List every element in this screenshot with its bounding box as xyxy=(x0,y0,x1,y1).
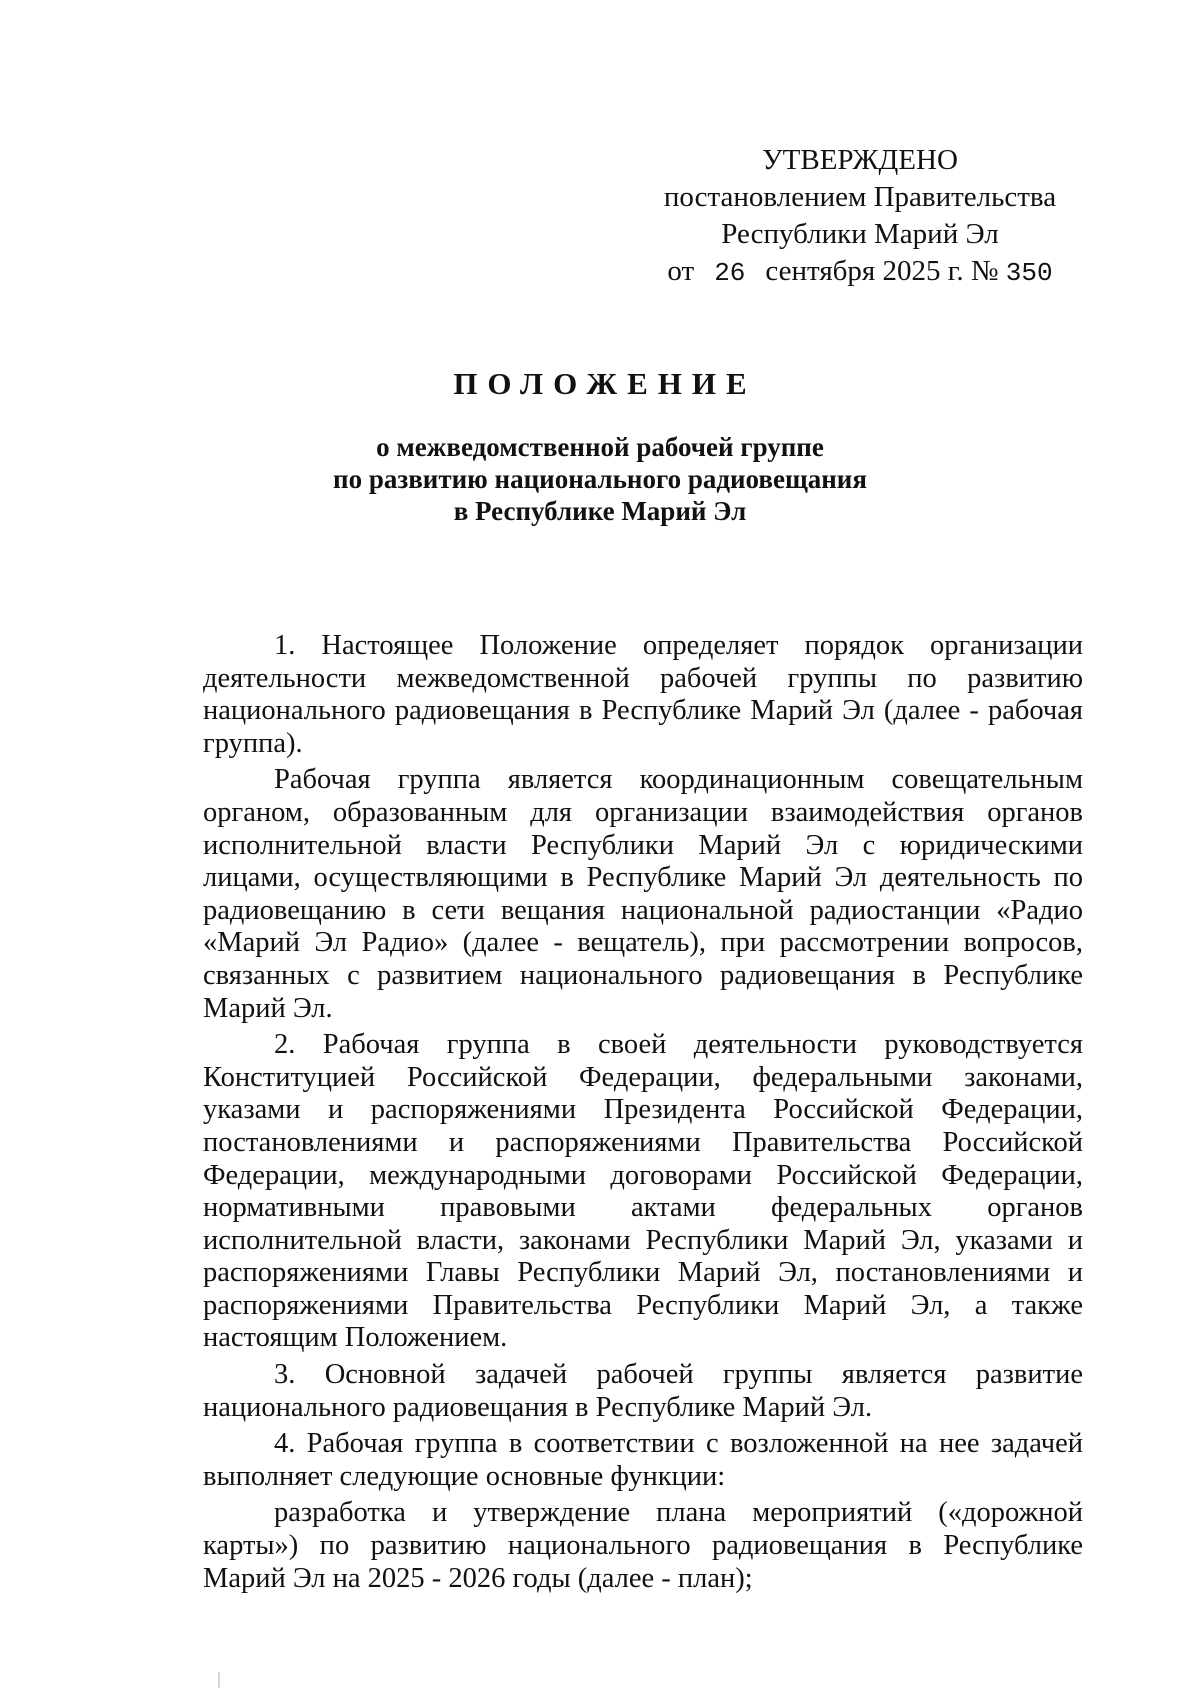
document-body xyxy=(203,630,1083,1599)
decree-month-year: сентября 2025 г. № xyxy=(765,255,999,287)
decree-number: 350 xyxy=(1005,258,1053,288)
subtitle-line-3: в Республике Марий Эл xyxy=(453,496,747,526)
subtitle-line-2: по развитию национального радиовещания xyxy=(333,464,867,494)
approved-republic: Республики Марий Эл xyxy=(721,218,999,250)
paragraph-4-function-1: разработка и утверждение плана мероприятий («дорожной карты») по развитию национального радиовещания в Республике Марий Эл на 2025 - 2026 годы (далее - план); xyxy=(203,1497,1083,1594)
approved-label: УТВЕРЖДЕНО xyxy=(762,144,958,176)
paragraph-3: 3. Основной задачей рабочей группы является развитие национального радиовещания в Республике Марий Эл. xyxy=(203,1359,1083,1423)
document-title: ПОЛОЖЕНИЕ xyxy=(453,366,757,401)
paragraph-2: 2. Рабочая группа в своей деятельности руководствуется Конституцией Российской Федерации, федеральными законами, указами и распоряжениями Президента Российской Федерации, постановлениями и распоряжениями Правительства Российской Федерации, международными договорами Российской Федерации, нормативными правовыми актами федеральных органов исполнительной власти, законами Республики Марий Эл, указами и распоряжениями Главы Республики Марий Эл, постановлениями и распоряжениями Правительства Республики Марий Эл, а также настоящим Положением. xyxy=(203,1029,1083,1354)
approval-date-line xyxy=(600,253,1120,292)
approval-stamp xyxy=(600,142,1120,292)
paragraph-1: 1. Настоящее Положение определяет порядок организации деятельности межведомственной рабочей группы по развитию национального радиовещания в Республике Марий Эл (далее - рабочая группа). xyxy=(203,630,1083,759)
paragraph-4: 4. Рабочая группа в соответствии с возложенной на нее задачей выполняет следующие основные функции: xyxy=(203,1428,1083,1492)
date-prefix: от xyxy=(667,255,695,287)
paragraph-1-continued: Рабочая группа является координационным совещательным органом, образованным для организации взаимодействия органов исполнительной власти Республики Марий Эл с юридическими лицами, осуществляющими в Республике Марий Эл деятельность по радиовещанию в сети вещания национальной радиостанции «Радио «Марий Эл Радио» (далее - вещатель), при рассмотрении вопросов, связанных с развитием национального радиовещания в Республике Марий Эл. xyxy=(203,764,1083,1024)
subtitle-line-1: о межведомственной рабочей группе xyxy=(376,432,824,462)
approved-by-decree: постановлением Правительства xyxy=(663,181,1057,213)
document-subtitle xyxy=(0,431,1200,527)
scan-artifact xyxy=(218,1672,220,1688)
decree-day: 26 xyxy=(714,258,746,288)
